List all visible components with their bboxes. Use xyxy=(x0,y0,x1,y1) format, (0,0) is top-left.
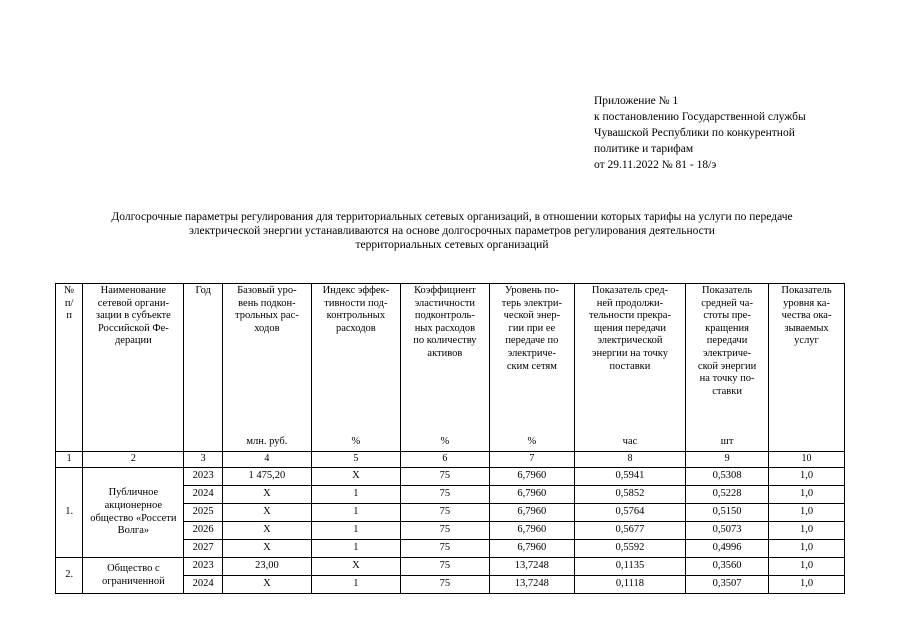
row-index: 2. xyxy=(56,558,83,594)
column-number-cell: 10 xyxy=(769,452,845,468)
table-cell: 1 xyxy=(311,522,400,540)
table-cell: Х xyxy=(222,576,311,594)
column-number-cell: 1 xyxy=(56,452,83,468)
table-cell: Х xyxy=(311,468,400,486)
table-cell: 6,7960 xyxy=(489,522,574,540)
table-cell: 0,3507 xyxy=(686,576,769,594)
column-number-cell: 5 xyxy=(311,452,400,468)
header-cell: Наименование сетевой органи- зации в субъекте Российской Фе- дерации xyxy=(83,284,184,452)
table-cell: 1,0 xyxy=(769,522,845,540)
parameters-table xyxy=(55,283,845,594)
table-cell: 0,5073 xyxy=(686,522,769,540)
table-cell: 2024 xyxy=(184,576,222,594)
organization-name: Публичное акционерное общество «Россети Волга» xyxy=(83,468,184,558)
table-cell: 0,1118 xyxy=(574,576,685,594)
unit-cell: час xyxy=(574,434,685,452)
table-cell: 2025 xyxy=(184,504,222,522)
appendix-line-2: к постановлению Государственной службы xyxy=(594,111,806,123)
table-cell: 1 xyxy=(311,486,400,504)
table-cell: 75 xyxy=(400,468,489,486)
header-cell: Год xyxy=(184,284,222,452)
appendix-line-1: Приложение № 1 xyxy=(594,95,679,107)
appendix-line-3: Чувашской Республики по конкурентной xyxy=(594,127,795,139)
table-cell: 75 xyxy=(400,558,489,576)
column-number-cell: 8 xyxy=(574,452,685,468)
header-cell: Показатель уровня ка- чества ока- зываемых услуг xyxy=(769,284,845,452)
table-cell: Х xyxy=(222,486,311,504)
table-cell: 1,0 xyxy=(769,576,845,594)
table-cell: 75 xyxy=(400,540,489,558)
table-cell: 0,5677 xyxy=(574,522,685,540)
table-cell: 1 xyxy=(311,576,400,594)
table-cell: 1 xyxy=(311,504,400,522)
appendix-line-4: политике и тарифам xyxy=(594,143,694,155)
table-cell: 1 475,20 xyxy=(222,468,311,486)
table-cell: Х xyxy=(222,540,311,558)
column-number-cell: 3 xyxy=(184,452,222,468)
table-cell: 2023 xyxy=(184,468,222,486)
table-cell: 75 xyxy=(400,504,489,522)
table-cell: 0,5941 xyxy=(574,468,685,486)
title-line-2: электрической энергии устанавливаются на основе долгосрочных параметров регулирования деятельности xyxy=(189,225,715,237)
table-cell: 13,7248 xyxy=(489,558,574,576)
column-number-cell: 6 xyxy=(400,452,489,468)
table-cell: 75 xyxy=(400,486,489,504)
table-cell: 0,5592 xyxy=(574,540,685,558)
header-cell: Базовый уро- вень подкон- трольных рас- ходов xyxy=(222,284,311,435)
table-cell: 6,7960 xyxy=(489,486,574,504)
table-cell: 75 xyxy=(400,576,489,594)
header-cell: Показатель средней ча- стоты пре- кращения передачи электриче- ской энергии на точку по- ставки xyxy=(686,284,769,435)
unit-cell: % xyxy=(311,434,400,452)
table-cell: Х xyxy=(222,522,311,540)
table-cell: 0,5150 xyxy=(686,504,769,522)
header-cell: Уровень по- терь электри- ческой энер- гии при ее передаче по электриче- ским сетям xyxy=(489,284,574,435)
table-cell: 0,5228 xyxy=(686,486,769,504)
table-cell: 1,0 xyxy=(769,486,845,504)
appendix-block xyxy=(594,93,894,173)
column-number-cell: 4 xyxy=(222,452,311,468)
table-row xyxy=(56,468,845,486)
table-cell: 0,5308 xyxy=(686,468,769,486)
table-cell: 0,5852 xyxy=(574,486,685,504)
table-cell: 2026 xyxy=(184,522,222,540)
column-number-cell: 7 xyxy=(489,452,574,468)
header-cell: Показатель сред- ней продолжи- тельности прекра- щения передачи электрической энергии на точку поставки xyxy=(574,284,685,435)
column-number-cell: 2 xyxy=(83,452,184,468)
table-cell: 2023 xyxy=(184,558,222,576)
table-cell: Х xyxy=(311,558,400,576)
unit-cell: % xyxy=(489,434,574,452)
table-cell: 1 xyxy=(311,540,400,558)
table-cell: 13,7248 xyxy=(489,576,574,594)
table-cell: 2024 xyxy=(184,486,222,504)
table-cell: 23,00 xyxy=(222,558,311,576)
table-cell: 75 xyxy=(400,522,489,540)
table-cell: 0,1135 xyxy=(574,558,685,576)
table-cell: 1,0 xyxy=(769,468,845,486)
table-cell: 6,7960 xyxy=(489,468,574,486)
appendix-line-5: от 29.11.2022 № 81 - 18/э xyxy=(594,159,717,171)
document-title xyxy=(40,210,864,252)
title-line-3: территориальных сетевых организаций xyxy=(355,239,549,251)
table-cell: 1,0 xyxy=(769,540,845,558)
unit-cell: млн. руб. xyxy=(222,434,311,452)
column-number-cell: 9 xyxy=(686,452,769,468)
table-cell: Х xyxy=(222,504,311,522)
table-cell: 6,7960 xyxy=(489,504,574,522)
table-cell: 1,0 xyxy=(769,504,845,522)
title-line-1: Долгосрочные параметры регулирования для территориальных сетевых организаций, в отношении которых тарифы на услуги по передаче xyxy=(111,211,793,223)
header-cell: Индекс эффек- тивности под- контрольных расходов xyxy=(311,284,400,435)
table-cell: 0,4996 xyxy=(686,540,769,558)
organization-name: Общество с ограниченной xyxy=(83,558,184,594)
header-cell: Коэффициент эластичности подконтроль- ных расходов по количеству активов xyxy=(400,284,489,435)
unit-cell: шт xyxy=(686,434,769,452)
header-cell: № п/ п xyxy=(56,284,83,452)
unit-cell: % xyxy=(400,434,489,452)
table-cell: 6,7960 xyxy=(489,540,574,558)
table-row xyxy=(56,558,845,576)
table-cell: 1,0 xyxy=(769,558,845,576)
table-cell: 0,5764 xyxy=(574,504,685,522)
table-cell: 2027 xyxy=(184,540,222,558)
row-index: 1. xyxy=(56,468,83,558)
table-cell: 0,3560 xyxy=(686,558,769,576)
